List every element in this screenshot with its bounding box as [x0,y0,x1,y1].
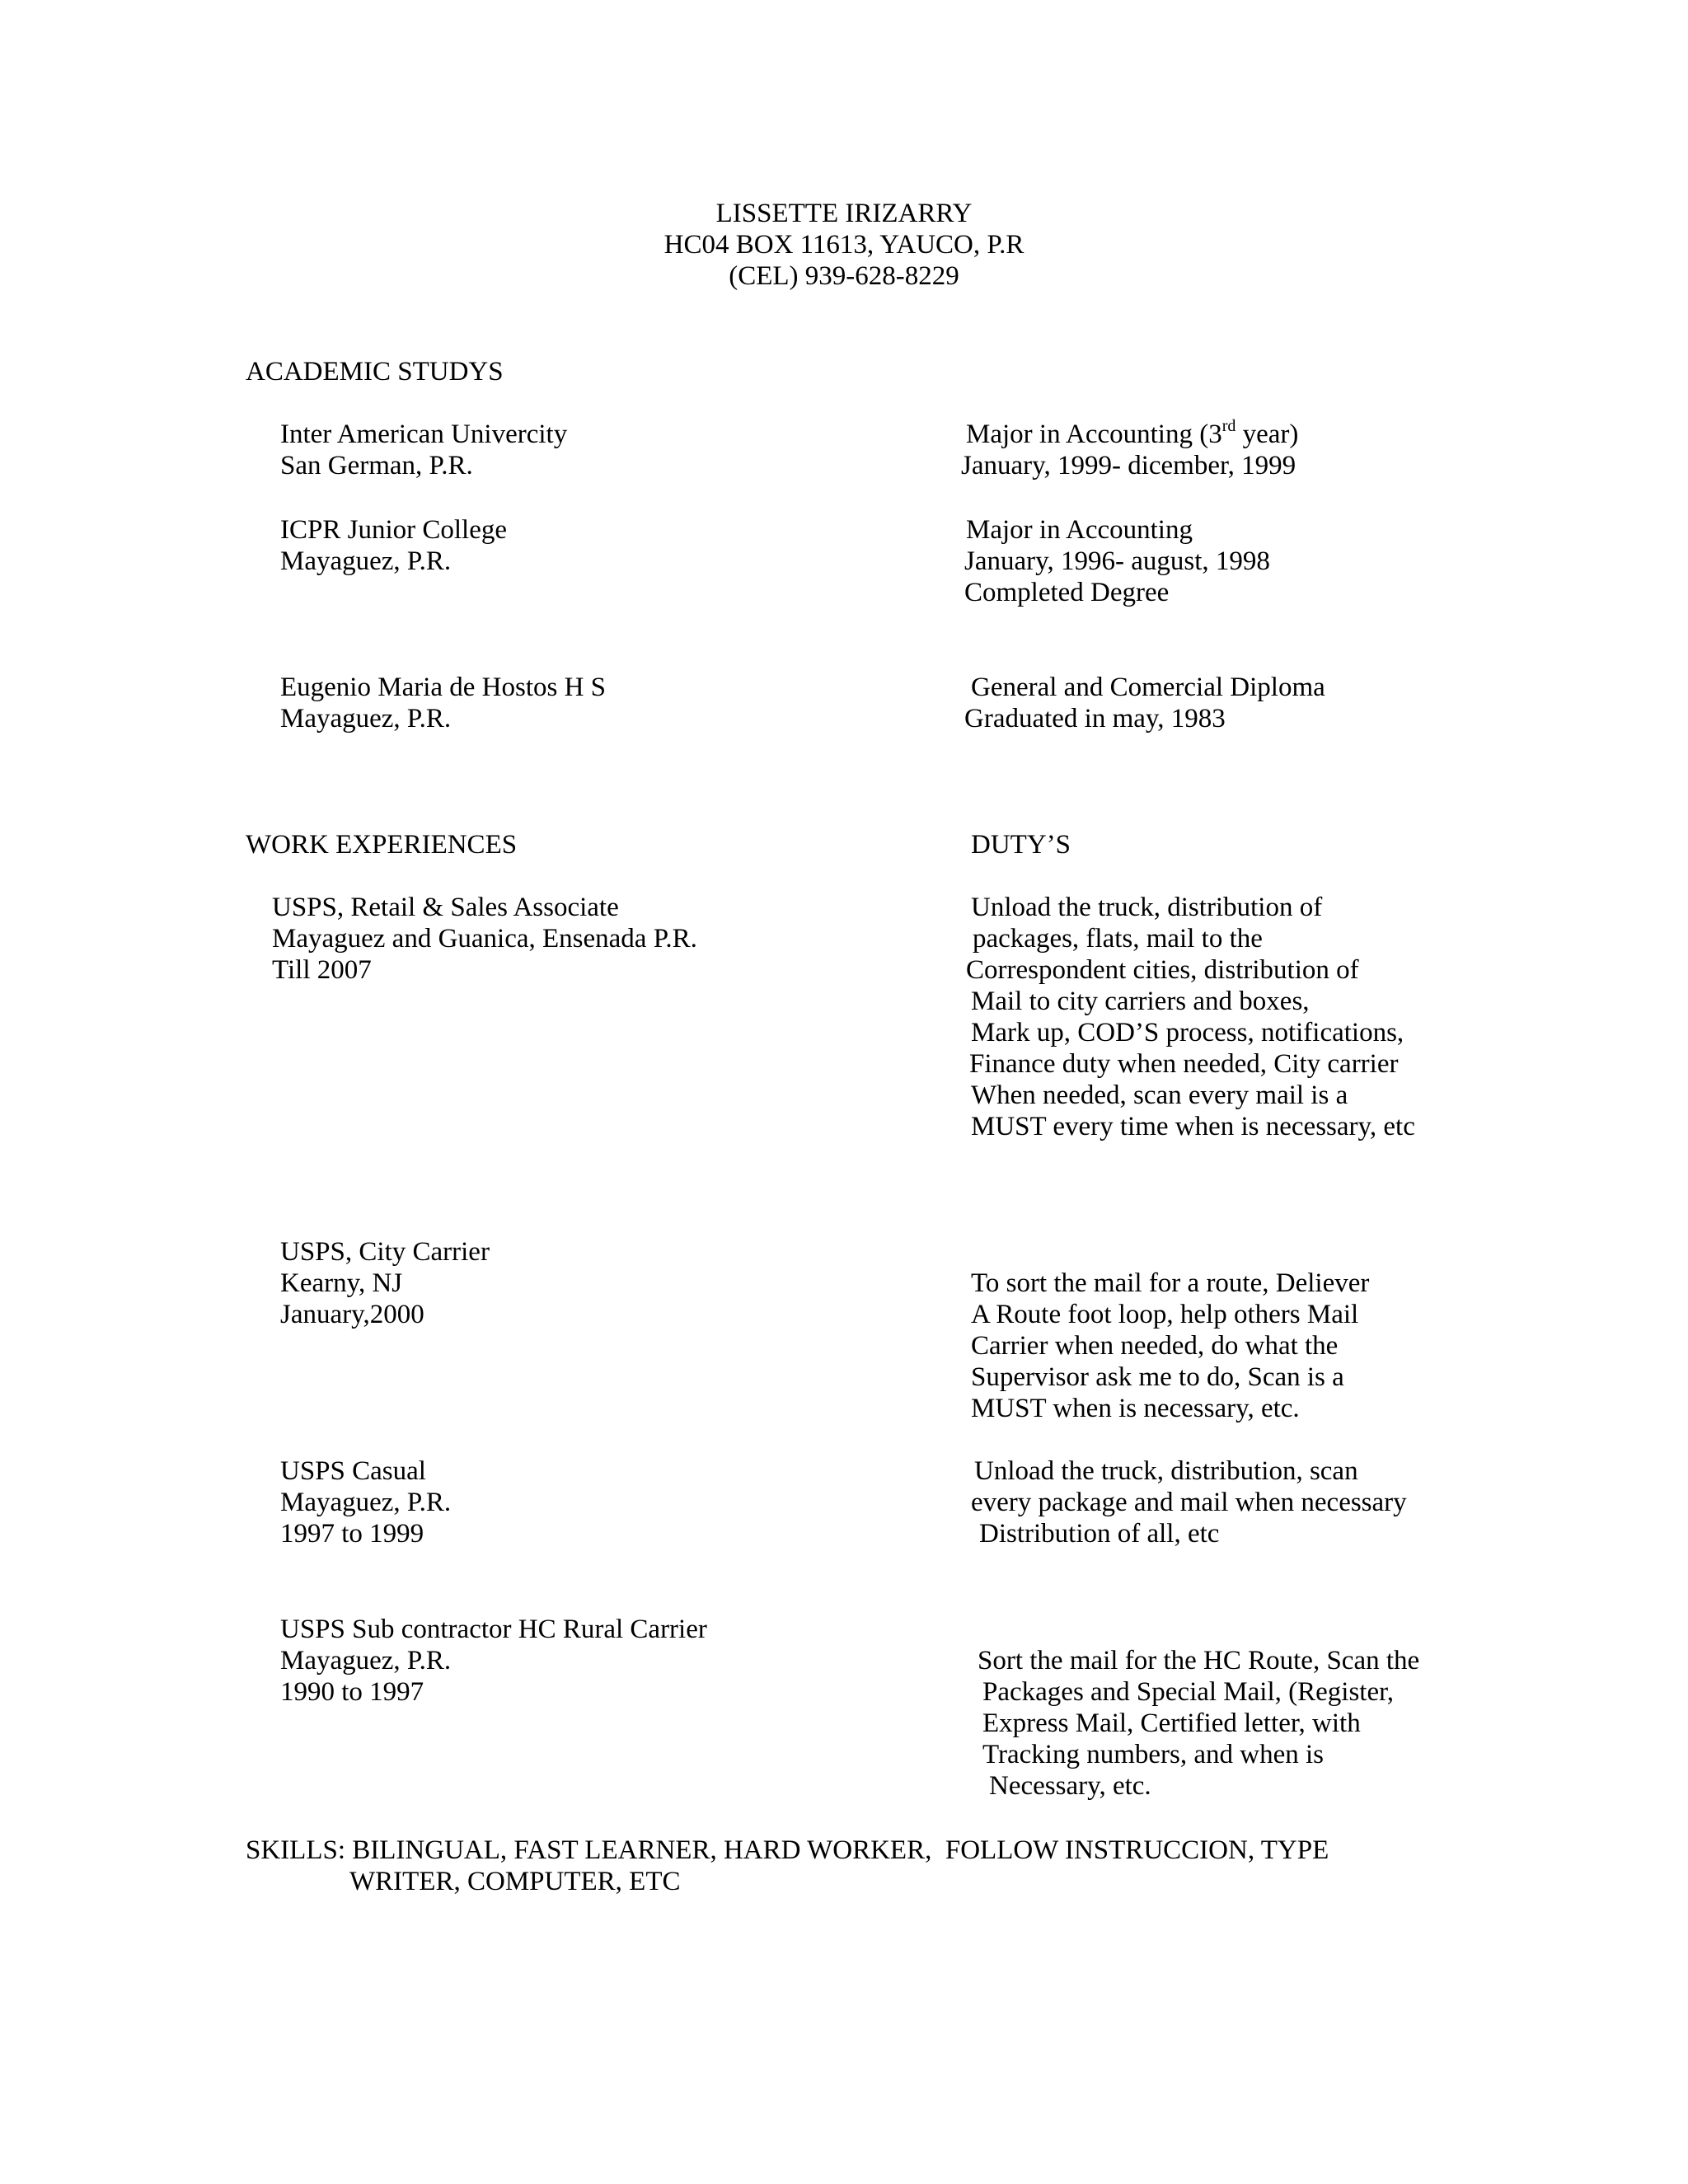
applicant-phone: (CEL) 939-628-8229 [729,261,959,291]
job-dates: Till 2007 [272,955,372,985]
work-heading: WORK EXPERIENCES [246,830,518,860]
job-duty-line: MUST every time when is necessary, etc [971,1112,1415,1141]
job-duty-line: When needed, scan every mail is a [971,1080,1348,1110]
school-graduation: Graduated in may, 1983 [964,704,1226,733]
job-duty-line: Unload the truck, distribution of [971,893,1323,922]
job-duty-line: MUST when is necessary, etc. [971,1394,1300,1423]
job-duty-line: Carrier when needed, do what the [971,1331,1339,1361]
school-dates: January, 1996- august, 1998 [964,546,1270,576]
job-duty-line: Tracking numbers, and when is [982,1740,1324,1769]
job-duty-line: Distribution of all, etc [979,1519,1220,1549]
job-duty-line: packages, flats, mail to the [973,924,1263,954]
job-duty-line: Correspondent cities, distribution of [966,955,1359,985]
school-name: Inter American Univercity [280,419,568,449]
job-duty-line: Necessary, etc. [989,1771,1151,1801]
skills-line: SKILLS: BILINGUAL, FAST LEARNER, HARD WORKER, FOLLOW INSTRUCCION, TYPE [246,1835,1329,1865]
job-duty-line: Packages and Special Mail, (Register, [982,1677,1395,1707]
school-major: Major in Accounting (3rd year) [966,417,1299,449]
school-major: Major in Accounting [966,515,1193,545]
job-location: Mayaguez, P.R. [280,1646,452,1675]
job-duty-line: Finance duty when needed, City carrier [969,1049,1399,1079]
school-name: Eugenio Maria de Hostos H S [280,673,607,702]
job-dates: 1997 to 1999 [280,1519,424,1549]
job-dates: 1990 to 1997 [280,1677,424,1707]
job-title: USPS Sub contractor HC Rural Carrier [280,1615,707,1644]
job-duty-line: To sort the mail for a route, Deliever [971,1268,1370,1298]
job-location: Mayaguez, P.R. [280,1488,452,1517]
job-duty-line: Mail to city carriers and boxes, [971,987,1310,1016]
school-location: Mayaguez, P.R. [280,546,452,576]
applicant-address: HC04 BOX 11613, YAUCO, P.R [663,230,1025,260]
skills-line: WRITER, COMPUTER, ETC [349,1867,681,1896]
school-dates: January, 1999- dicember, 1999 [961,451,1296,480]
job-title: USPS Casual [280,1456,426,1486]
job-title: USPS, City Carrier [280,1237,490,1267]
job-location: Kearny, NJ [280,1268,403,1298]
job-duty-line: Sort the mail for the HC Route, Scan the [978,1646,1420,1675]
job-duty-line: Unload the truck, distribution, scan [974,1456,1358,1486]
duties-heading: DUTY’S [971,830,1071,860]
job-duty-line: Mark up, COD’S process, notifications, [971,1018,1404,1047]
academic-heading: ACADEMIC STUDYS [246,357,504,387]
applicant-name: LISSETTE IRIZARRY [715,199,973,228]
job-duty-line: every package and mail when necessary [971,1488,1407,1517]
job-title: USPS, Retail & Sales Associate [272,893,619,922]
job-dates: January,2000 [280,1300,424,1329]
school-location: San German, P.R. [280,451,473,480]
job-duty-line: Supervisor ask me to do, Scan is a [971,1362,1344,1392]
job-location: Mayaguez and Guanica, Ensenada P.R. [272,924,697,954]
school-location: Mayaguez, P.R. [280,704,452,733]
school-name: ICPR Junior College [280,515,508,545]
school-diploma: General and Comercial Diploma [971,673,1325,702]
job-duty-line: Express Mail, Certified letter, with [982,1708,1361,1738]
school-degree: Completed Degree [964,578,1170,607]
job-duty-line: A Route foot loop, help others Mail [971,1300,1359,1329]
